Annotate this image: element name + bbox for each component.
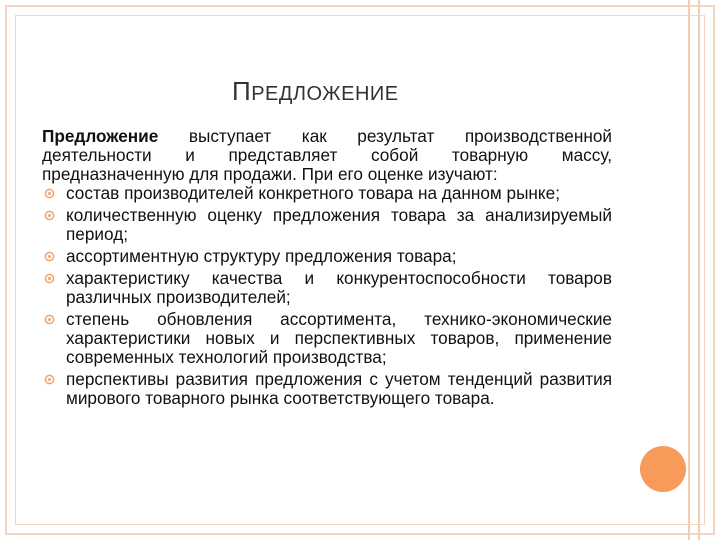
bullet-text: перспективы развития предложения с учетом тенденций развития мирового товарного рынка соответствующего товара. [66, 369, 612, 408]
slide-content [42, 127, 612, 411]
list-item [42, 206, 612, 244]
circle-bullet-icon [44, 210, 55, 221]
intro-lead-term: Предложение [42, 126, 159, 146]
bullet-text: степень обновления ассортимента, технико-экономические характеристики новых и перспективных товаров, применение современных технологий производства; [66, 309, 612, 367]
side-decor-line-1 [688, 0, 690, 540]
bullet-text: характеристику качества и конкурентоспособности товаров различных производителей; [66, 268, 612, 307]
circle-bullet-icon [44, 188, 55, 199]
orange-circle-decoration [640, 446, 686, 492]
bullet-text: состав производителей конкретного товара на данном рынке; [66, 183, 560, 203]
title-rest: РЕДЛОЖЕНИЕ [251, 83, 399, 105]
slide-title [232, 76, 399, 107]
list-item [42, 184, 612, 203]
list-item [42, 310, 612, 367]
bullet-text: ассортиментную структуру предложения товара; [66, 246, 457, 266]
list-item [42, 370, 612, 408]
circle-bullet-icon [44, 314, 55, 325]
intro-paragraph [42, 127, 612, 184]
list-item [42, 269, 612, 307]
circle-bullet-icon [44, 374, 55, 385]
list-item [42, 247, 612, 266]
circle-bullet-icon [44, 273, 55, 284]
circle-bullet-icon [44, 251, 55, 262]
bullet-text: количественную оценку предложения товара за анализируемый период; [66, 205, 612, 244]
bullet-list [42, 184, 612, 408]
side-decor-line-2 [698, 0, 700, 540]
title-first-letter: П [232, 76, 252, 106]
intro-text: выступает как результат производственной деятельности и представляет собой товарную массу, предназначенную для продажи. При его оценке изучают: [42, 126, 612, 184]
